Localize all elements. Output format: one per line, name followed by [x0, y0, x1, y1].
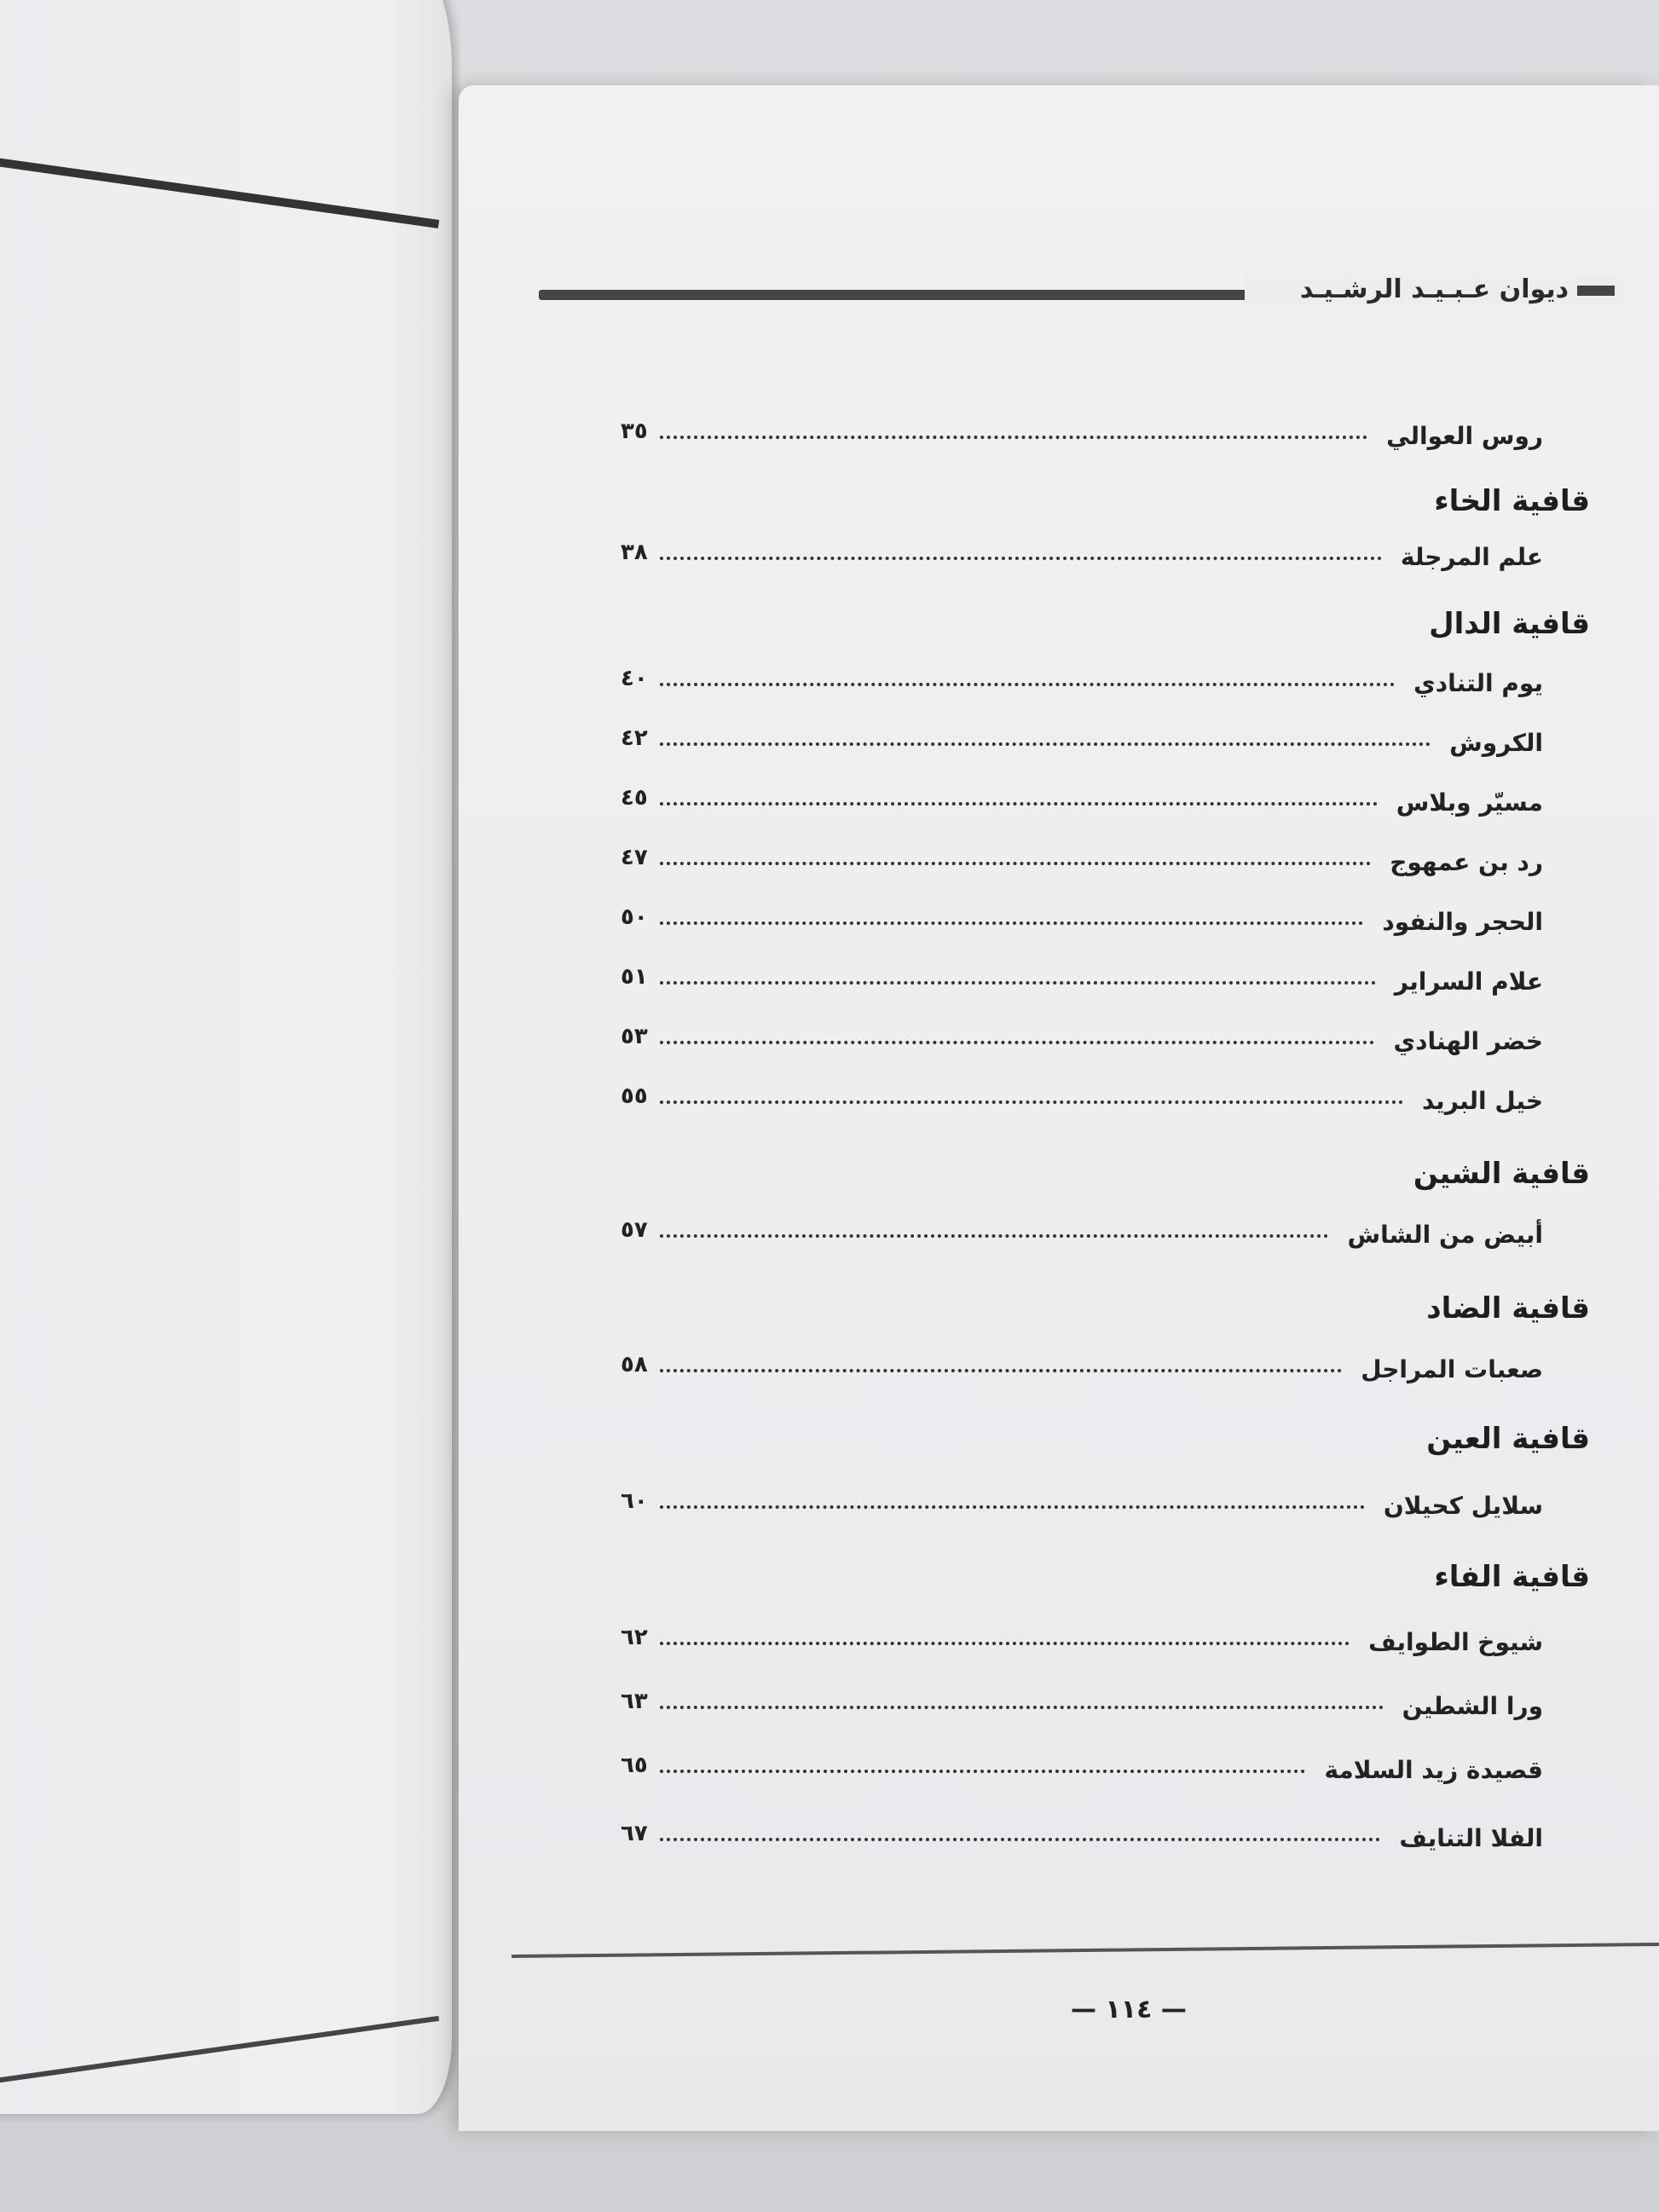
toc-entry-page-number: ٥٠ [621, 904, 648, 930]
toc-entry-title: أبيض من الشاش [1347, 1221, 1543, 1249]
toc-entry-title: الفلا التنايف [1399, 1824, 1543, 1852]
dot-leader [660, 802, 1378, 806]
toc-entry[interactable] [0, 1217, 1659, 1258]
dot-leader [660, 1706, 1384, 1709]
dot-leader [660, 683, 1395, 686]
toc-entry-page-number: ٣٥ [621, 419, 648, 444]
toc-entry-title: قصيدة زيد السلامة [1324, 1756, 1543, 1784]
section-heading: قافية الفاء [1434, 1560, 1590, 1594]
section-heading: قافية الضاد [1426, 1291, 1590, 1325]
toc-entry[interactable] [0, 419, 1659, 459]
dot-leader [660, 436, 1367, 439]
toc-entry[interactable] [0, 1821, 1659, 1862]
toc-entry[interactable] [0, 1488, 1659, 1529]
dot-leader [660, 1369, 1342, 1372]
toc-entry-page-number: ٦٠ [621, 1488, 648, 1514]
dot-leader [660, 1642, 1350, 1645]
toc-entry-title: يوم التنادي [1413, 669, 1543, 697]
toc-entry-title: روس العوالي [1386, 422, 1543, 450]
toc-entry-page-number: ٤٥ [621, 785, 648, 811]
toc-entry-page-number: ٥١ [621, 964, 648, 990]
toc-entry-page-number: ٥٣ [621, 1024, 648, 1049]
toc-entry-page-number: ٥٨ [621, 1352, 648, 1377]
toc-entry[interactable] [0, 1753, 1659, 1793]
dot-leader [660, 1838, 1381, 1841]
toc-entry[interactable] [0, 725, 1659, 766]
dot-leader [660, 981, 1376, 985]
toc-entry-title: ورا الشطين [1402, 1692, 1543, 1720]
page-number: — ١١٤ — [1071, 1995, 1187, 2024]
dot-leader [660, 862, 1371, 865]
running-head-text: ديوان عـبـيـد الرشـيـد [1299, 274, 1569, 304]
section-heading: قافية الشين [1413, 1157, 1590, 1191]
dot-leader [660, 1041, 1375, 1044]
toc-entry-page-number: ٤٧ [621, 845, 648, 870]
toc-entry-title: علم المرجلة [1400, 543, 1543, 571]
toc-entry[interactable] [0, 904, 1659, 945]
toc-entry-page-number: ٦٢ [621, 1625, 648, 1650]
toc-entry[interactable] [0, 1024, 1659, 1065]
toc-entry-page-number: ٥٥ [621, 1083, 648, 1109]
toc-entry-title: مسيّر وبلاس [1396, 788, 1543, 817]
toc-entry[interactable] [0, 666, 1659, 707]
toc-entry-title: سلايل كحيلان [1383, 1492, 1543, 1520]
toc-entry-title: صعبات المراجل [1361, 1355, 1543, 1383]
toc-entry-page-number: ٤٠ [621, 666, 648, 691]
toc-entry[interactable] [0, 785, 1659, 826]
toc-entry[interactable] [0, 964, 1659, 1005]
dot-leader [660, 1770, 1306, 1773]
dot-leader [660, 557, 1382, 560]
dot-leader [660, 742, 1431, 746]
toc-entry-page-number: ٦٧ [621, 1821, 648, 1846]
toc-entry-page-number: ٥٧ [621, 1217, 648, 1243]
dot-leader [660, 921, 1364, 925]
section-heading: قافية الدال [1429, 607, 1590, 641]
toc-entry-page-number: ٦٣ [621, 1689, 648, 1714]
dot-leader [660, 1505, 1365, 1509]
section-heading: قافية العين [1426, 1422, 1590, 1456]
toc-entry[interactable] [0, 1083, 1659, 1124]
toc-entry-title: الحجر والنفود [1382, 908, 1543, 936]
toc-entry[interactable] [0, 1689, 1659, 1730]
dot-leader [660, 1234, 1329, 1238]
toc-entry-title: خيل البريد [1422, 1087, 1543, 1115]
toc-entry[interactable] [0, 1352, 1659, 1393]
toc-entry-title: رد بن عمهوج [1390, 848, 1543, 876]
toc-entry[interactable] [0, 845, 1659, 886]
section-heading: قافية الخاء [1434, 484, 1590, 518]
toc-entry-title: شيوخ الطوايف [1368, 1628, 1543, 1656]
toc-entry-title: علام السراير [1394, 967, 1543, 996]
toc-entry[interactable] [0, 540, 1659, 580]
toc-entry[interactable] [0, 1625, 1659, 1666]
toc-entry-title: الكروش [1449, 729, 1543, 757]
toc-entry-page-number: ٤٢ [621, 725, 648, 751]
toc-entry-page-number: ٣٨ [621, 540, 648, 565]
toc-entry-page-number: ٦٥ [621, 1753, 648, 1778]
toc-entry-title: خضر الهنادي [1393, 1027, 1543, 1055]
dot-leader [660, 1100, 1403, 1104]
